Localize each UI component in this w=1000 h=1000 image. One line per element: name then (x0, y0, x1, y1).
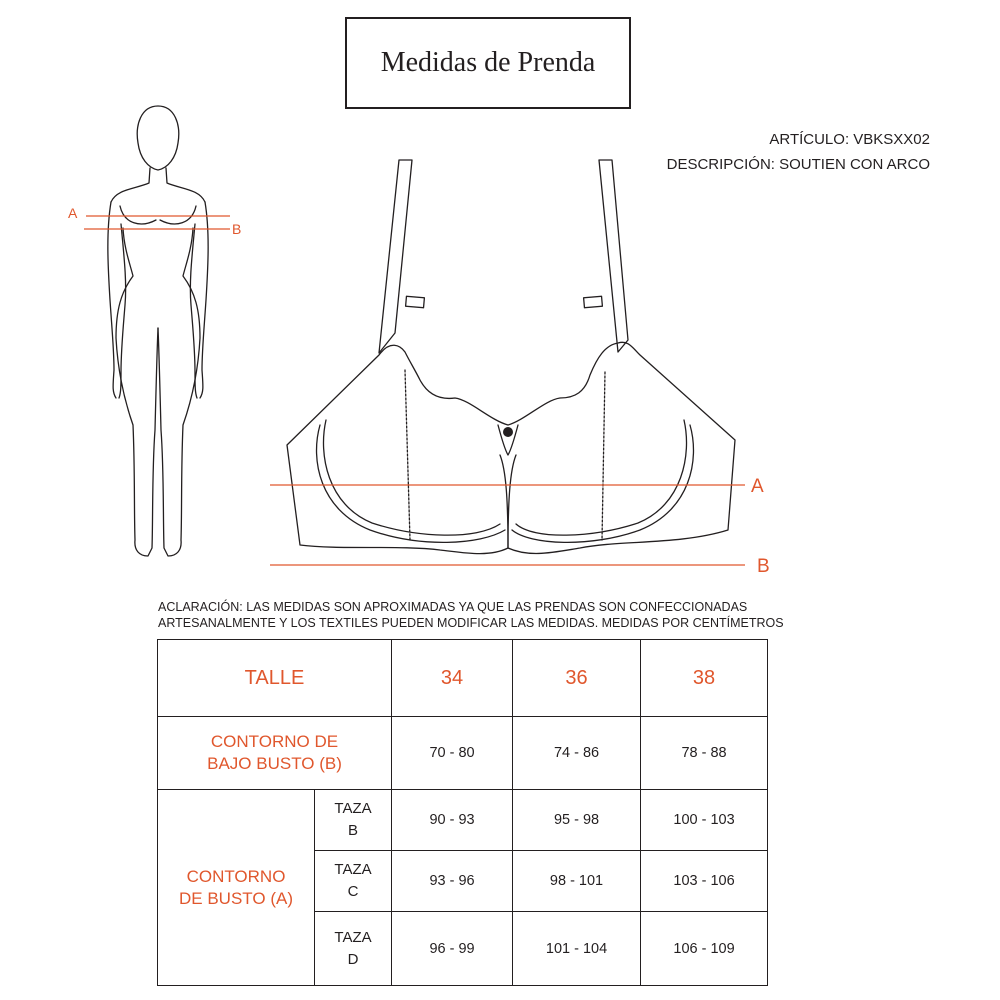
size-34: 34 (392, 640, 513, 717)
underbust-row (158, 717, 768, 790)
cup-b-label: TAZA B (315, 790, 392, 851)
cup-c-label: TAZA C (315, 851, 392, 912)
article-code: ARTÍCULO: VBKSXX02 (769, 131, 930, 148)
page-title: Medidas de Prenda (380, 47, 596, 78)
bust-d-value-38: 106 - 109 (641, 912, 768, 986)
bust-d-value-34: 96 - 99 (392, 912, 513, 986)
underbust-label: CONTORNO DE BAJO BUSTO (B) (158, 717, 392, 790)
disclaimer-note (158, 599, 878, 631)
size-label: TALLE (158, 640, 392, 717)
disclaimer-line-2: ARTESANALMENTE Y LOS TEXTILES PUEDEN MODIFICAR LAS MEDIDAS. MEDIDAS POR CENTÍMETROS (158, 616, 784, 630)
disclaimer-line-1: ACLARACIÓN: LAS MEDIDAS SON APROXIMADAS YA QUE LAS PRENDAS SON CONFECCIONADAS (158, 600, 748, 614)
underbust-value-34: 70 - 80 (392, 717, 513, 790)
cup-d-label: TAZA D (315, 912, 392, 986)
table-header-row (158, 640, 768, 717)
bust-b-value-36: 95 - 98 (513, 790, 641, 851)
size-38: 38 (641, 640, 768, 717)
bust-c-value-38: 103 - 106 (641, 851, 768, 912)
underbust-value-36: 74 - 86 (513, 717, 641, 790)
bust-label: CONTORNO DE BUSTO (A) (158, 790, 315, 986)
bust-b-value-34: 90 - 93 (392, 790, 513, 851)
bust-c-value-34: 93 - 96 (392, 851, 513, 912)
size-36: 36 (513, 640, 641, 717)
bust-row-cup-b (158, 790, 768, 851)
garment-marker-a: A (751, 476, 764, 497)
underbust-value-38: 78 - 88 (641, 717, 768, 790)
size-table (157, 639, 768, 986)
bust-c-value-36: 98 - 101 (513, 851, 641, 912)
figure-marker-b: B (232, 221, 242, 237)
bust-b-value-38: 100 - 103 (641, 790, 768, 851)
bust-d-value-36: 101 - 104 (513, 912, 641, 986)
garment-marker-b: B (757, 556, 770, 577)
figure-marker-a: A (68, 205, 78, 221)
article-description: DESCRIPCIÓN: SOUTIEN CON ARCO (666, 156, 930, 173)
